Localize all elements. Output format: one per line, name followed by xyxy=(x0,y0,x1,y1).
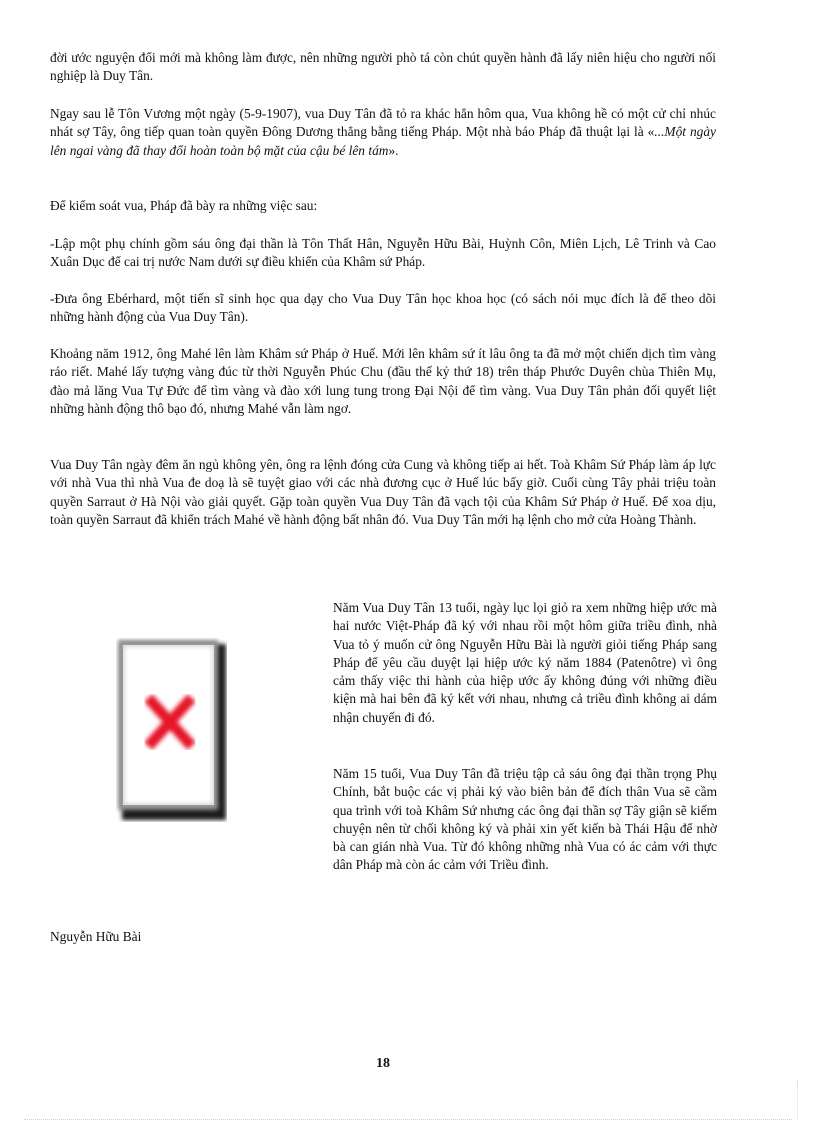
paragraph-regents: Năm 15 tuổi, Vua Duy Tân đã triệu tập cả sáu ông đại thần trọng Phụ Chính, bắt buộc các vị phải ký vào biên bản để đích thân Vua sẽ cầm qua trình với toà Khâm Sứ nhưng các ông đại thần sợ Tây giận sẽ kiếm chuyện nên từ chối không ký và phải xin yết kiến bà Thái Hậu để nhờ bà can gián nhà Vua. Từ đó không những nhà Vua có ác cảm với thực dân Pháp mà còn ác cảm với Triều đình. xyxy=(333,766,717,873)
paragraph-mahe: Khoảng năm 1912, ông Mahé lên làm Khâm sứ Pháp ở Huế. Mới lên khâm sứ ít lâu ông ta đã mở một chiến dịch tìm vàng ráo riết. Mahé lấy tượng vàng đúc từ thời Nguyễn Phúc Chu (đầu thế kỷ thứ 18) trên tháp Phước Duyên chùa Thiên Mụ, đào mả lăng Vua Tự Đức để tìm vàng và đào xới lung tung trong Đại Nội để tìm vàng. Vua Duy Tân phản đối quyết liệt những hành động thô bạo đó, nhưng Mahé vẫn làm ngơ. xyxy=(50,346,716,416)
paragraph-treaty: Năm Vua Duy Tân 13 tuổi, ngày lục lọi giỏ ra xem những hiệp ước mà hai nước Việt-Pháp đã ký với nhau rồi một hôm giữa triều đình, nhà Vua tỏ ý muốn cử ông Nguyễn Hữu Bài là người giỏi tiếng Pháp sang Pháp để yêu cầu duyệt lại hiệp ước ký năm 1884 (Patenôtre) vì ông cảm thấy việc thi hành của hiệp ước ấy không đúng với những điều kiện mà hai bên đã ký kết với nhau, nhưng cả triều đình không ai dám nhận chuyến đi đó. xyxy=(333,600,717,725)
paragraph-intro: đời ước nguyện đổi mới mà không làm được, nên những người phò tá còn chút quyền hành đã lấy niên hiệu cho người nối nghiệp là Duy Tân. xyxy=(50,50,716,84)
page-border-bottom xyxy=(24,1119,792,1120)
page-number xyxy=(0,1056,766,1072)
paragraph-regency: -Lập một phụ chính gồm sáu ông đại thần là Tôn Thất Hân, Nguyễn Hữu Bài, Huỳnh Côn, Miên Lịch, Lê Trinh và Cao Xuân Dục để cai trị nước Nam dưới sự điều khiển của Khâm sứ Pháp. xyxy=(50,236,716,270)
broken-image-icon xyxy=(116,638,227,822)
paragraph-eberhard: -Đưa ông Ebérhard, một tiến sĩ sinh học qua dạy cho Vua Duy Tân học khoa học (có sách nói mục đích là để theo dõi những hành động của Vua Duy Tân). xyxy=(50,291,716,325)
page-border-right xyxy=(797,1080,798,1120)
image-caption: Nguyễn Hữu Bài xyxy=(50,929,142,944)
paragraph-closure: Vua Duy Tân ngày đêm ăn ngủ không yên, ông ra lệnh đóng cửa Cung và không tiếp ai hết. Toà Khâm Sứ Pháp làm áp lực với nhà Vua thì nhà Vua đe doạ là sẽ tuyệt giao với các nhà đương cục ở Huế lúc bấy giờ. Cuối cùng Tây phải triệu toàn quyền Sarraut ở Hà Nội vào giải quyết. Gặp toàn quyền Vua Duy Tân đã vạch tội của Khâm Sứ Pháp ở Huế. Để xoa dịu, toàn quyền Sarraut đã khiển trách Mahé về hành động bất nhân đó. Vua Duy Tân mới hạ lệnh cho mở cửa Hoàng Thành. xyxy=(50,457,716,527)
page-number-text: 18 xyxy=(376,1056,390,1071)
paragraph-ton-vuong-text: Ngay sau lễ Tôn Vương một ngày (5-9-1907), vua Duy Tân đã tỏ ra khác hẳn hôm qua, Vua không hề có một cử chỉ nhúc nhát sợ Tây, ông tiếp quan toàn quyền Đông Dương thẳng bằng tiếng Pháp. Một nhà báo Pháp đã thuật lại là « xyxy=(50,106,716,140)
paragraph-ton-vuong-end: ». xyxy=(388,142,399,158)
paragraph-ton-vuong xyxy=(50,105,716,160)
quote-text: ...Một ngày lên ngai vàng đã thay đổi hoàn toàn bộ mặt của cậu bé lên tám xyxy=(50,124,716,158)
paragraph-control: Để kiểm soát vua, Pháp đã bày ra những việc sau: xyxy=(50,198,318,213)
